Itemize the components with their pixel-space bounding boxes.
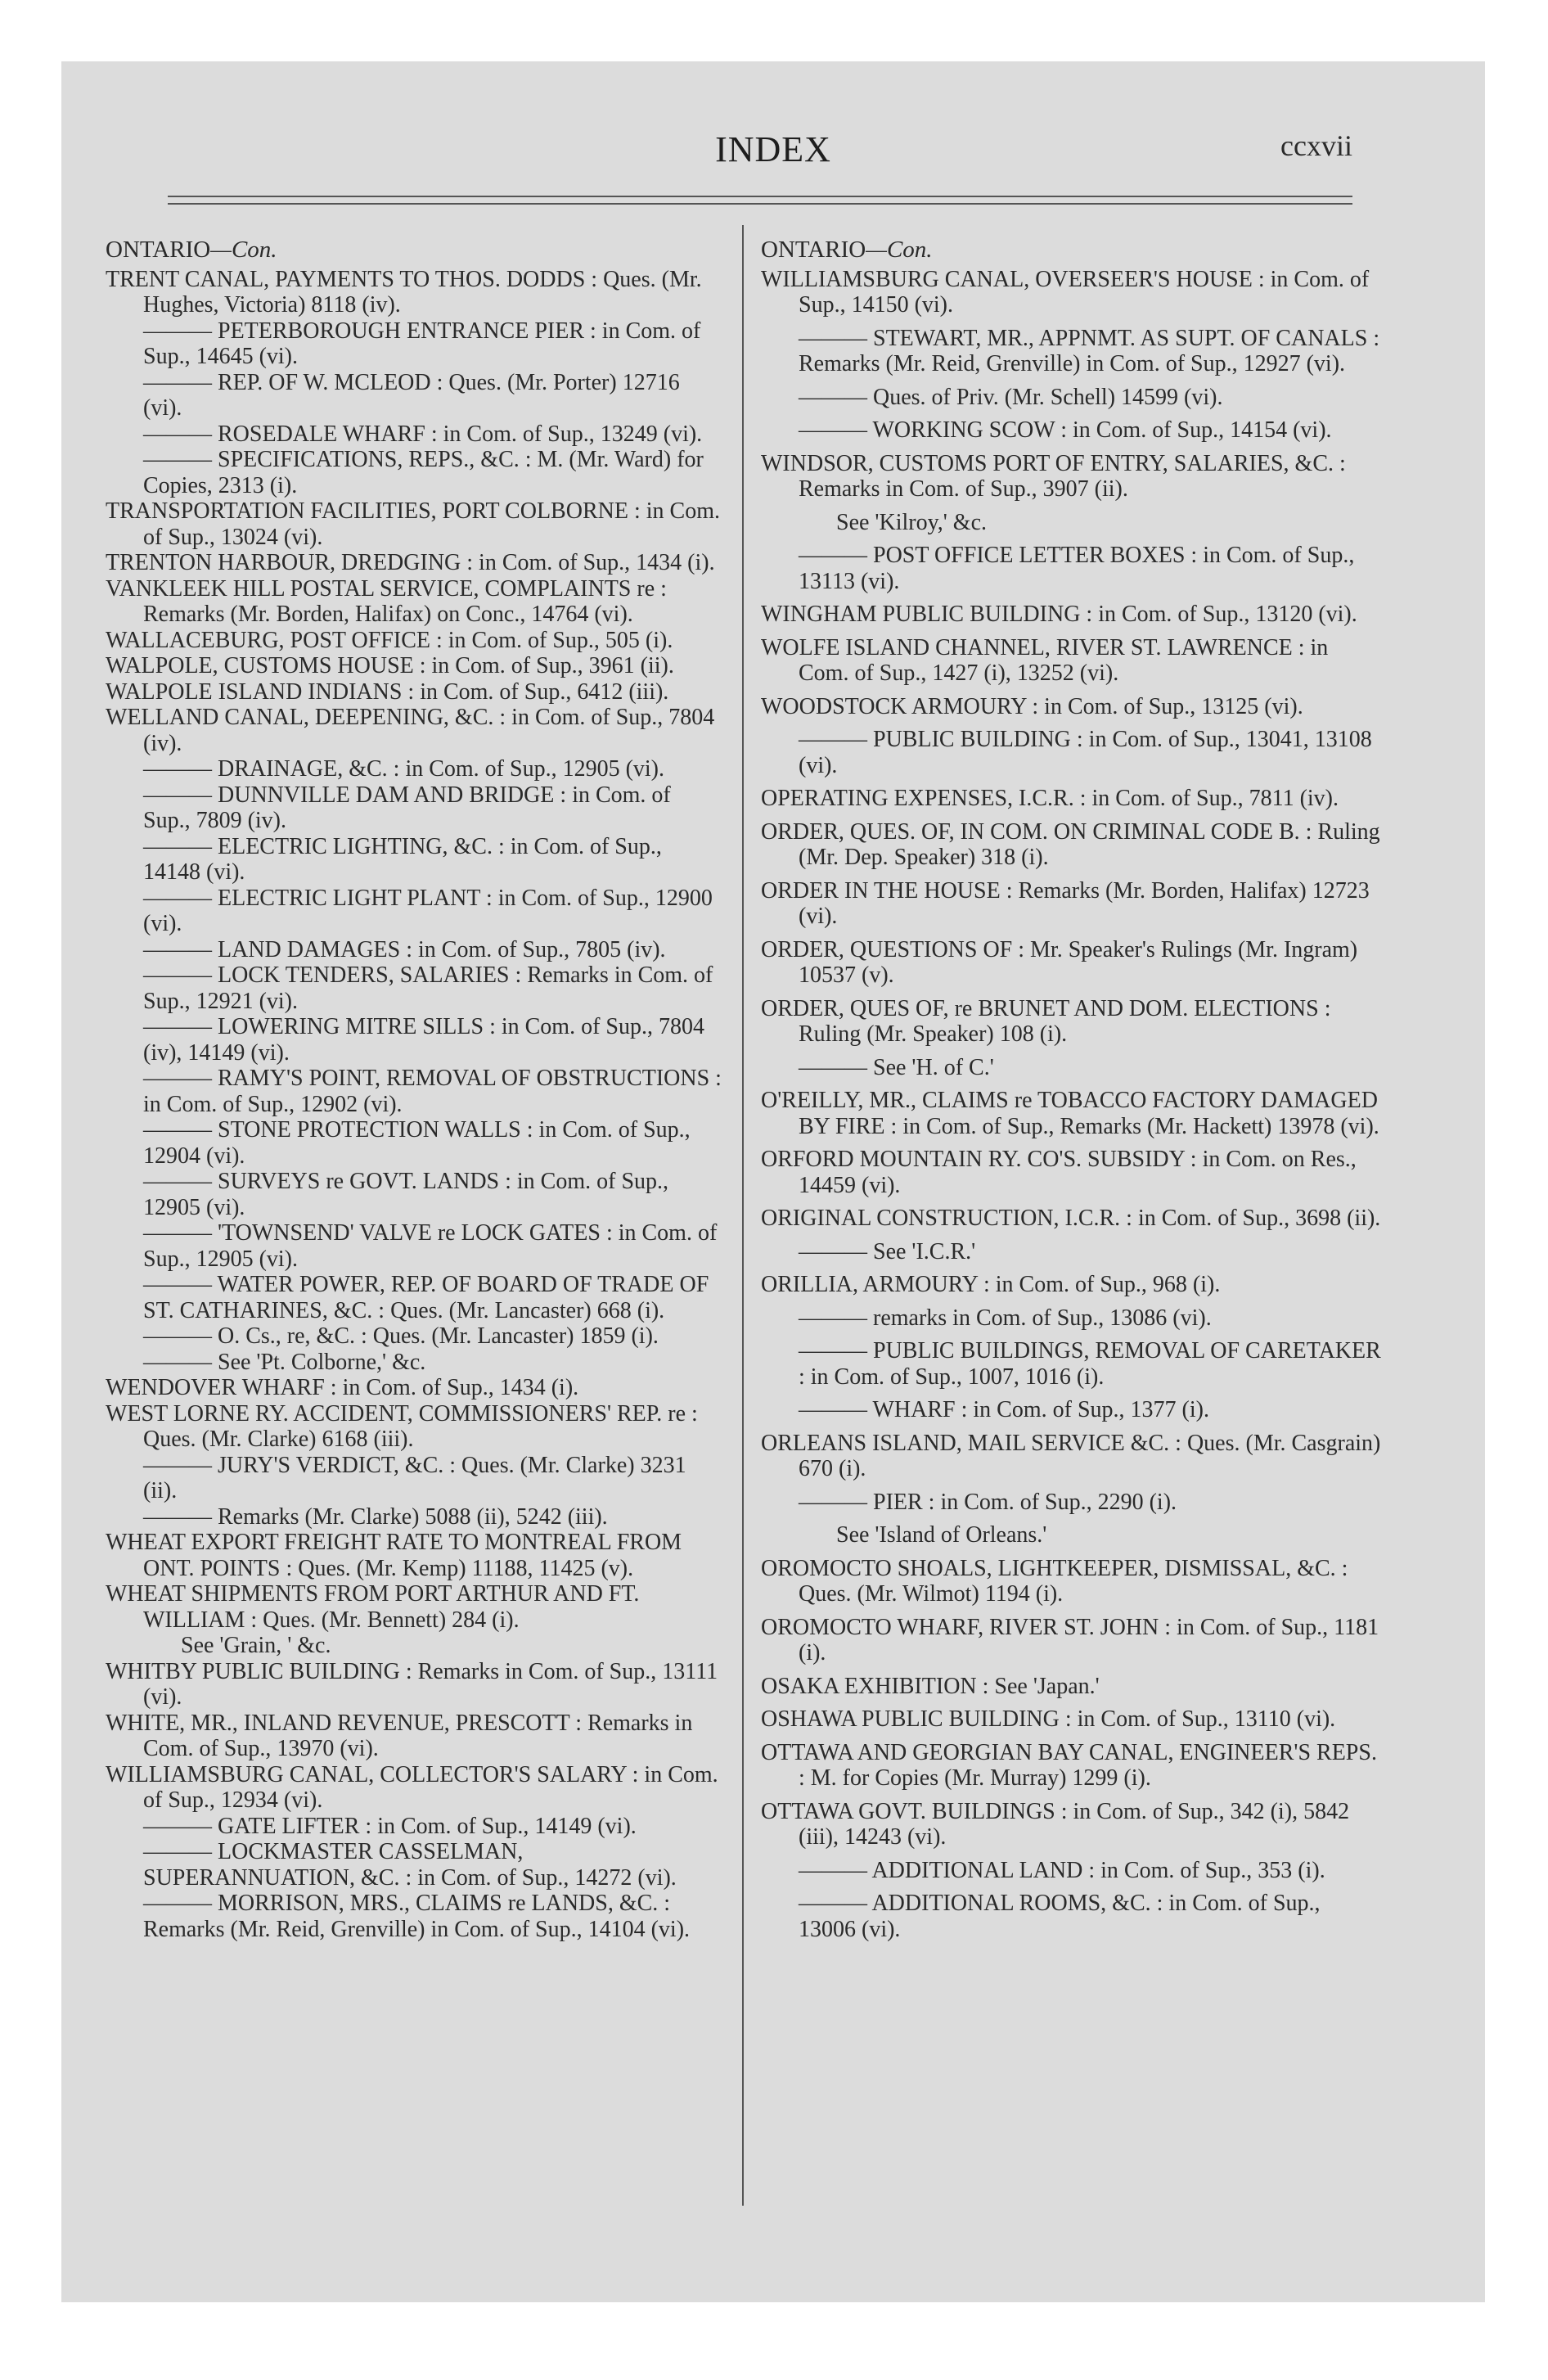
index-entry: OSAKA EXHIBITION : See 'Japan.' xyxy=(761,1673,1100,1699)
index-entry: WALLACEBURG, POST OFFICE : in Com. of Sup., 505 (i). xyxy=(106,627,673,653)
left-column-heading xyxy=(106,237,723,264)
heading-suffix: —Con. xyxy=(866,237,933,263)
index-entry: O'REILLY, MR., CLAIMS re TOBACCO FACTORY DAMAGED BY FIRE : in Com. of Sup., Remarks (Mr. Hackett) 13978 (vi). xyxy=(761,1088,1379,1139)
heading-suffix: —Con. xyxy=(210,237,277,263)
index-entry: OTTAWA AND GEORGIAN BAY CANAL, ENGINEER'S REPS. : M. for Copies (Mr. Murray) 1299 (i). xyxy=(761,1739,1377,1791)
index-entry: TRENTON HARBOUR, DREDGING : in Com. of Sup., 1434 (i). xyxy=(106,550,715,575)
index-entry: WINGHAM PUBLIC BUILDING : in Com. of Sup., 13120 (vi). xyxy=(761,602,1357,627)
index-entry: TRANSPORTATION FACILITIES, PORT COLBORNE : in Com. of Sup., 13024 (vi). xyxy=(106,498,720,550)
index-entry: ——— LOCK TENDERS, SALARIES : Remarks in Com. of Sup., 12921 (vi). xyxy=(143,962,713,1014)
index-entry: WHITE, MR., INLAND REVENUE, PRESCOTT : Remarks in Com. of Sup., 13970 (vi). xyxy=(106,1710,693,1761)
header-rule-bottom xyxy=(168,203,1352,205)
page-title: INDEX xyxy=(715,129,831,169)
heading-text: ONTARIO xyxy=(106,237,211,263)
index-entry: WEST LORNE RY. ACCIDENT, COMMISSIONERS' REP. re : Ques. (Mr. Clarke) 6168 (iii). xyxy=(106,1400,698,1452)
index-entry: TRENT CANAL, PAYMENTS TO THOS. DODDS : Ques. (Mr. Hughes, Victoria) 8118 (iv). xyxy=(106,266,702,318)
index-entry: ——— STEWART, MR., APPNMT. AS SUPT. OF CANALS : Remarks (Mr. Reid, Grenville) in Com. of Sup., 12927 (vi). xyxy=(799,325,1380,376)
index-entry: ORIGINAL CONSTRUCTION, I.C.R. : in Com. of Sup., 3698 (ii). xyxy=(761,1206,1381,1231)
index-entry: See 'Grain, ' &c. xyxy=(181,1633,331,1658)
index-entry: ——— DUNNVILLE DAM AND BRIDGE : in Com. of Sup., 7809 (iv). xyxy=(143,782,671,833)
index-entry: ——— PETERBOROUGH ENTRANCE PIER : in Com. of Sup., 14645 (vi). xyxy=(143,318,701,369)
index-entry: ——— PUBLIC BUILDINGS, REMOVAL OF CARETAKER : in Com. of Sup., 1007, 1016 (i). xyxy=(799,1338,1381,1390)
index-entry: ORDER, QUESTIONS OF : Mr. Speaker's Rulings (Mr. Ingram) 10537 (v). xyxy=(761,936,1358,988)
index-entry: WALPOLE, CUSTOMS HOUSE : in Com. of Sup., 3961 (ii). xyxy=(106,653,674,678)
index-entry: ——— ADDITIONAL LAND : in Com. of Sup., 353 (i). xyxy=(799,1857,1325,1883)
index-entry: ——— GATE LIFTER : in Com. of Sup., 14149 (vi). xyxy=(143,1813,637,1839)
index-entry: WELLAND CANAL, DEEPENING, &C. : in Com. of Sup., 7804 (iv). xyxy=(106,705,715,756)
page-number: ccxvii xyxy=(1280,129,1352,162)
index-entry: ——— STONE PROTECTION WALLS : in Com. of Sup., 12904 (vi). xyxy=(143,1117,691,1169)
index-entry: ——— ADDITIONAL ROOMS, &C. : in Com. of Sup., 13006 (vi). xyxy=(799,1891,1321,1942)
left-column xyxy=(106,237,723,1942)
index-entry: WILLIAMSBURG CANAL, OVERSEER'S HOUSE : in Com. of Sup., 14150 (vi). xyxy=(761,266,1370,318)
index-entry: ——— WORKING SCOW : in Com. of Sup., 14154 (vi). xyxy=(799,417,1332,443)
heading-text: ONTARIO xyxy=(761,237,866,263)
index-entry: ——— See 'H. of C.' xyxy=(799,1054,994,1080)
index-entry: OROMOCTO SHOALS, LIGHTKEEPER, DISMISSAL, &C. : Ques. (Mr. Wilmot) 1194 (i). xyxy=(761,1555,1348,1607)
index-entry: WILLIAMSBURG CANAL, COLLECTOR'S SALARY : in Com. of Sup., 12934 (vi). xyxy=(106,1761,718,1813)
header-rule-top xyxy=(168,196,1352,197)
index-entry: WINDSOR, CUSTOMS PORT OF ENTRY, SALARIES, &C. : Remarks in Com. of Sup., 3907 (ii). xyxy=(761,450,1346,502)
index-entry: ——— 'TOWNSEND' VALVE re LOCK GATES : in Com. of Sup., 12905 (vi). xyxy=(143,1220,718,1272)
index-entry: ——— ROSEDALE WHARF : in Com. of Sup., 13249 (vi). xyxy=(143,421,703,447)
index-entry: ORILLIA, ARMOURY : in Com. of Sup., 968 (i). xyxy=(761,1272,1221,1297)
index-entry: ——— WHARF : in Com. of Sup., 1377 (i). xyxy=(799,1397,1209,1422)
right-entry-list xyxy=(761,267,1383,1943)
index-entry: ORLEANS ISLAND, MAIL SERVICE &C. : Ques. (Mr. Casgrain) 670 (i). xyxy=(761,1430,1381,1481)
index-entry: ——— PIER : in Com. of Sup., 2290 (i). xyxy=(799,1489,1177,1515)
index-entry: ORDER IN THE HOUSE : Remarks (Mr. Borden, Halifax) 12723 (vi). xyxy=(761,877,1370,929)
index-entry: ——— MORRISON, MRS., CLAIMS re LANDS, &C. : Remarks (Mr. Reid, Grenville) in Com. of Sup., 14104 (vi). xyxy=(143,1891,691,1942)
index-entry: ——— LOCKMASTER CASSELMAN, SUPERANNUATION, &C. : in Com. of Sup., 14272 (vi). xyxy=(143,1839,677,1891)
index-entry: ——— LOWERING MITRE SILLS : in Com. of Sup., 7804 (iv), 14149 (vi). xyxy=(143,1014,704,1066)
index-entry: WHEAT EXPORT FREIGHT RATE TO MONTREAL FROM ONT. POINTS : Ques. (Mr. Kemp) 11188, 11425 (v). xyxy=(106,1530,682,1581)
index-entry: ORDER, QUES. OF, IN COM. ON CRIMINAL CODE B. : Ruling (Mr. Dep. Speaker) 318 (i). xyxy=(761,818,1380,870)
index-entry: ——— WATER POWER, REP. OF BOARD OF TRADE OF ST. CATHARINES, &C. : Ques. (Mr. Lancaster) 668 (i). xyxy=(143,1272,709,1323)
index-entry: WENDOVER WHARF : in Com. of Sup., 1434 (i). xyxy=(106,1375,579,1400)
index-entry: ——— JURY'S VERDICT, &C. : Ques. (Mr. Clarke) 3231 (ii). xyxy=(143,1452,686,1503)
index-entry: WOLFE ISLAND CHANNEL, RIVER ST. LAWRENCE : in Com. of Sup., 1427 (i), 13252 (vi). xyxy=(761,634,1329,686)
index-entry: WOODSTOCK ARMOURY : in Com. of Sup., 13125 (vi). xyxy=(761,693,1303,719)
index-entry: ——— See 'I.C.R.' xyxy=(799,1238,976,1264)
index-entry: ——— ELECTRIC LIGHT PLANT : in Com. of Sup., 12900 (vi). xyxy=(143,885,713,936)
index-entry: ——— ELECTRIC LIGHTING, &C. : in Com. of Sup., 14148 (vi). xyxy=(143,833,662,885)
right-column xyxy=(761,237,1383,1950)
index-entry: ——— See 'Pt. Colborne,' &c. xyxy=(143,1349,426,1375)
index-entry: OTTAWA GOVT. BUILDINGS : in Com. of Sup., 342 (i), 5842 (iii), 14243 (vi). xyxy=(761,1798,1350,1850)
index-entry: ——— Ques. of Priv. (Mr. Schell) 14599 (vi). xyxy=(799,384,1223,410)
column-divider xyxy=(742,225,744,2206)
index-entry: WHEAT SHIPMENTS FROM PORT ARTHUR AND FT. WILLIAM : Ques. (Mr. Bennett) 284 (i). xyxy=(106,1581,640,1633)
index-entry: ——— O. Cs., re, &C. : Ques. (Mr. Lancaster) 1859 (i). xyxy=(143,1323,659,1349)
index-entry: See 'Island of Orleans.' xyxy=(836,1522,1047,1548)
index-entry: ——— RAMY'S POINT, REMOVAL OF OBSTRUCTIONS : in Com. of Sup., 12902 (vi). xyxy=(143,1066,722,1117)
index-entry: ORFORD MOUNTAIN RY. CO'S. SUBSIDY : in Com. on Res., 14459 (vi). xyxy=(761,1147,1357,1198)
page-header xyxy=(61,61,1485,184)
index-entry: VANKLEEK HILL POSTAL SERVICE, COMPLAINTS re : Remarks (Mr. Borden, Halifax) on Conc., 14764 (vi). xyxy=(106,575,667,627)
index-entry: ——— LAND DAMAGES : in Com. of Sup., 7805 (iv). xyxy=(143,936,666,962)
index-entry: See 'Kilroy,' &c. xyxy=(836,509,988,535)
right-column-heading xyxy=(761,237,1383,264)
index-entry: ——— SPECIFICATIONS, REPS., &C. : M. (Mr. Ward) for Copies, 2313 (i). xyxy=(143,447,704,498)
index-entry: ——— SURVEYS re GOVT. LANDS : in Com. of Sup., 12905 (vi). xyxy=(143,1169,669,1220)
index-entry: WHITBY PUBLIC BUILDING : Remarks in Com. of Sup., 13111 (vi). xyxy=(106,1658,718,1710)
left-entry-list xyxy=(106,267,723,1943)
index-entry: ——— REP. OF W. MCLEOD : Ques. (Mr. Porter) 12716 (vi). xyxy=(143,369,680,421)
index-entry: OSHAWA PUBLIC BUILDING : in Com. of Sup., 13110 (vi). xyxy=(761,1706,1336,1732)
index-entry: ——— remarks in Com. of Sup., 13086 (vi). xyxy=(799,1305,1212,1331)
index-entry: ORDER, QUES OF, re BRUNET AND DOM. ELECTIONS : Ruling (Mr. Speaker) 108 (i). xyxy=(761,995,1331,1047)
index-entry: OROMOCTO WHARF, RIVER ST. JOHN : in Com. of Sup., 1181 (i). xyxy=(761,1614,1379,1666)
scanned-page xyxy=(61,61,1485,2302)
index-entry: ——— DRAINAGE, &C. : in Com. of Sup., 12905 (vi). xyxy=(143,756,664,782)
index-entry: ——— Remarks (Mr. Clarke) 5088 (ii), 5242 (iii). xyxy=(143,1503,608,1530)
index-entry: WALPOLE ISLAND INDIANS : in Com. of Sup., 6412 (iii). xyxy=(106,678,669,705)
index-entry: ——— PUBLIC BUILDING : in Com. of Sup., 13041, 13108 (vi). xyxy=(799,727,1372,778)
index-entry: ——— POST OFFICE LETTER BOXES : in Com. of Sup., 13113 (vi). xyxy=(799,543,1355,594)
index-entry: OPERATING EXPENSES, I.C.R. : in Com. of Sup., 7811 (iv). xyxy=(761,786,1339,811)
